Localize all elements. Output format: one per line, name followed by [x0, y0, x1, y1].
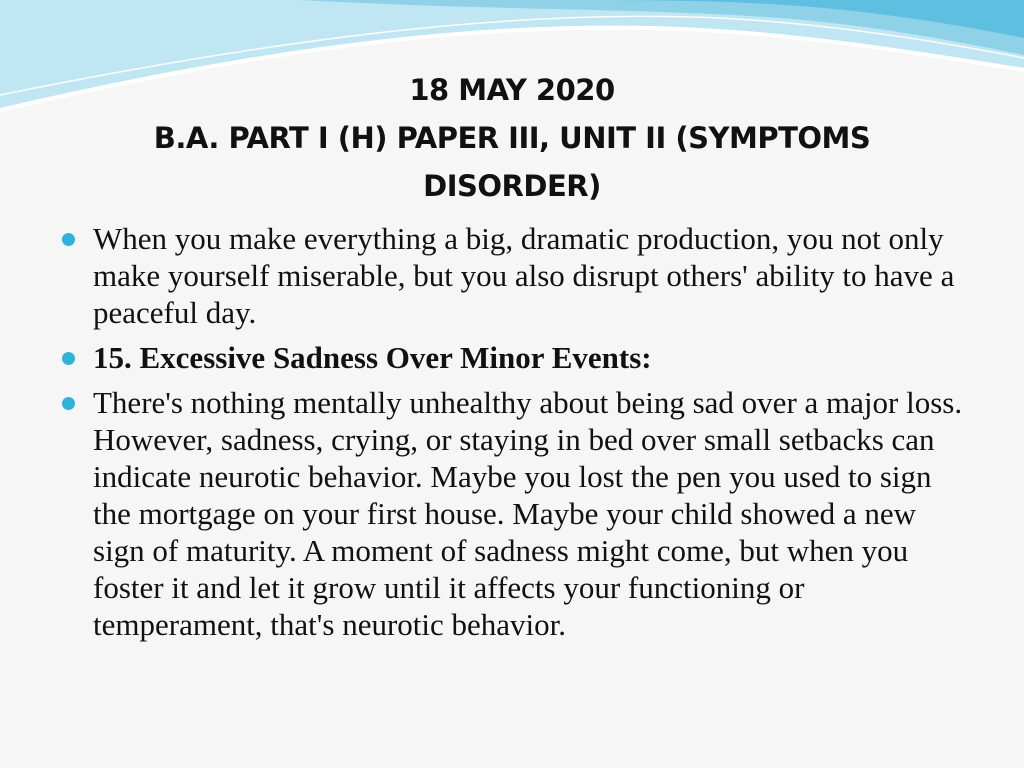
bullet-list [62, 220, 972, 651]
bullet-item-2 [62, 339, 972, 376]
slide-title [100, 66, 924, 210]
bullet-dot-icon [62, 233, 75, 246]
title-line-date: 18 MAY 2020 [409, 73, 615, 107]
bullet-item-3 [62, 384, 972, 643]
bullet-dot-icon [62, 352, 75, 365]
title-line-course: B.A. PART I (H) PAPER III, UNIT II (SYMPTOMS [153, 121, 871, 155]
bullet-text: There's nothing mentally unhealthy about being sad over a major loss. However, sadness, crying, or staying in bed over small setbacks can indicate neurotic behavior. Maybe you lost the pen you used to sign the mortgage on your first house. Maybe your child showed a new sign of maturity. A moment of sadness might come, but when you foster it and let it grow until it affects your functioning or temperament, that's neurotic behavior. [93, 385, 963, 642]
bullet-heading: 15. Excessive Sadness Over Minor Events: [93, 340, 652, 375]
bullet-text: When you make everything a big, dramatic production, you not only make yourself miserable, but you also disrupt others' ability to have a peaceful day. [93, 221, 955, 330]
bullet-item-1 [62, 220, 972, 331]
bullet-dot-icon [62, 397, 75, 410]
title-line-topic: DISORDER) [423, 169, 601, 203]
